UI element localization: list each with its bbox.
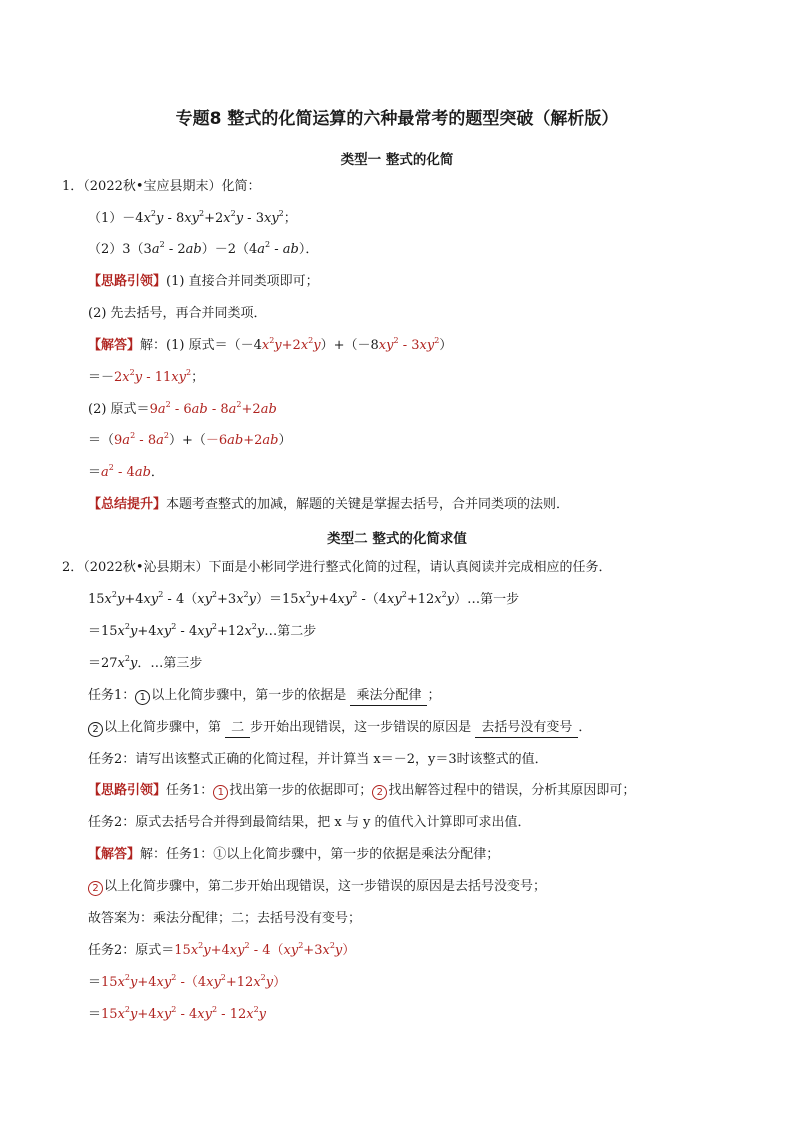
q2-answer-text-2: 以上化简步骤中，第二步开始出现错误，这一步错误的原因是去括号没变号； (104, 879, 547, 894)
q2-hint-1 (88, 782, 635, 800)
q1-answer-lead: 解：(1) 原式＝ (140, 338, 228, 353)
q2-task1-lead: 任务1： (88, 688, 136, 703)
q1-header (62, 178, 261, 196)
q2-answer-text-1: 解：任务1：①以上化简步骤中，第一步的依据是乘法分配律； (140, 847, 500, 862)
circled-two-icon: 2 (88, 881, 103, 896)
q2-task2: 任务2：请写出该整式正确的化简过程，并计算当 x＝－2，y＝3时该整式的值． (88, 752, 548, 767)
q2-answer-5: $=15x^2y+4xy^2$ $-(4xy^2+12x^2y)$ (88, 973, 287, 990)
q2-step-1: $15x^2y+4xy^2 - 4(xy^2+3x^2y)=15x^2y+4xy^2$ $-(4xy^2+12x^2y)\dots$第一步 (88, 590, 520, 607)
q2-task1-a-text: 以上化简步骤中，第一步的依据是 (151, 688, 347, 703)
q2-blank-2: 二 (225, 719, 250, 738)
q1-expression-2: $3(3a^2 - 2ab)-2(4a^2 - ab)$． (122, 240, 319, 257)
q2-hint-text-2: 找出解答过程中的错误，分析其原因即可； (388, 783, 636, 798)
q2-task1-b-mid: 步开始出现错误，这一步错误的原因是 (250, 720, 472, 735)
q1-problem-1 (88, 210, 297, 228)
q1-hint-1 (88, 273, 319, 291)
circled-one-icon: 1 (213, 785, 228, 800)
q2-answer-2 (88, 878, 546, 896)
q2-task1-b-pre: 以上化简步骤中，第 (104, 720, 222, 735)
q2-step-1-note: …第一步 (467, 592, 520, 607)
q2-answer-3: 故答案为：乘法分配律；二；去括号没有变号； (88, 911, 362, 926)
q2-hint-lead: 任务1： (166, 783, 214, 798)
q2-number: 2． (62, 560, 84, 575)
section-heading-type1: 类型一 整式的化简 (340, 152, 454, 168)
q1-summary-tag: 【总结提升】 (88, 497, 167, 512)
q1-answer-expr-3: $9a^2 - 6ab - 8a^2+2ab$ (149, 400, 277, 417)
q1-answer-line-2: $=-2x^2y - 11xy^2$； (88, 368, 205, 385)
q1-answer-line-3 (88, 401, 277, 419)
q1-answer-expr-1: $(-4x^2y+2x^2y)+(-8xy^2 - 3xy^2)$ (227, 336, 453, 353)
q2-task1-a: 任务1： 1 以上化简步骤中，第一步的依据是 乘法分配律 ； (88, 687, 440, 706)
q2-answer-4-lead: 任务2：原式＝ (88, 943, 175, 958)
q2-task1-b: 2 以上化简步骤中，第 二 步开始出现错误，这一步错误的原因是 去括号没有变号 ． (88, 719, 591, 738)
q1-problem-2-label: （2） (88, 242, 123, 257)
q1-answer-2-lead: (2) 原式＝ (88, 402, 150, 417)
q2-source: （2022秋•沁县期末）下面是小彬同学进行整式化简的过程，请认真阅读并完成相应的任务． (83, 560, 612, 575)
q1-summary (88, 496, 569, 514)
q2-answer-6: $=15x^2y+4xy^2 - 4xy^2 - 12x^2y$ (88, 1005, 267, 1022)
circled-one-icon: 1 (135, 690, 150, 705)
q2-answer-1 (88, 846, 499, 864)
q2-answer-4 (88, 942, 355, 960)
q1-answer-line-5: $=a^2 - 4ab$． (88, 463, 164, 480)
q2-blank-1: 乘法分配律 (350, 687, 427, 706)
q1-hint-text-1: (1) 直接合并同类项即可； (166, 274, 319, 289)
q1-problem-2 (88, 241, 318, 259)
q1-number: 1． (62, 179, 84, 194)
q2-blank-3: 去括号没有变号 (475, 719, 578, 738)
circled-two-icon: 2 (88, 722, 103, 737)
q1-answer-line-1 (88, 337, 452, 355)
q1-summary-text: 本题考查整式的加减，解题的关键是掌握去括号，合并同类项的法则． (166, 497, 570, 512)
q2-step-2-note: …第二步 (264, 624, 317, 639)
circled-two-icon: 2 (372, 785, 387, 800)
q1-hint-2: (2) 先去括号，再合并同类项． (88, 306, 267, 321)
q1-source: （2022秋•宝应县期末）化简： (83, 179, 261, 194)
q2-step-2: $=15x^2y+4xy^2$ - $4xy^2+12x^2y\dots$第二步 (88, 622, 317, 639)
q1-expression-1: $-4x^2y - 8xy^2+2x^2y - 3xy^2$； (122, 209, 297, 226)
q2-step-3: $=27x^2y$．…第三步 (88, 654, 203, 671)
q2-hint-tag: 【思路引领】 (88, 783, 167, 798)
q1-hint-tag: 【思路引领】 (88, 274, 167, 289)
page-title: 专题8 整式的化简运算的六种最常考的题型突破（解析版） (175, 109, 619, 129)
q1-answer-tag: 【解答】 (88, 338, 141, 353)
q2-hint-2: 任务2：原式去括号合并得到最简结果，把 x 与 y 的值代入计算即可求出值． (88, 815, 531, 830)
q2-answer-expr-4: $15x^2y+4xy^2 - 4(xy^2+3x^2y)$ (174, 941, 356, 958)
q2-step-3-note: ．…第三步 (137, 656, 203, 671)
q1-answer-line-4: $=(9a^2 - 8a^2)+(-6ab+2ab)$ (88, 431, 292, 448)
section-heading-type2: 类型二 整式的化简求值 (327, 531, 467, 547)
q2-answer-tag: 【解答】 (88, 847, 141, 862)
q2-hint-text-1: 找出第一步的依据即可； (229, 783, 373, 798)
q2-header (62, 559, 612, 577)
q1-problem-1-label: （1） (88, 211, 123, 226)
